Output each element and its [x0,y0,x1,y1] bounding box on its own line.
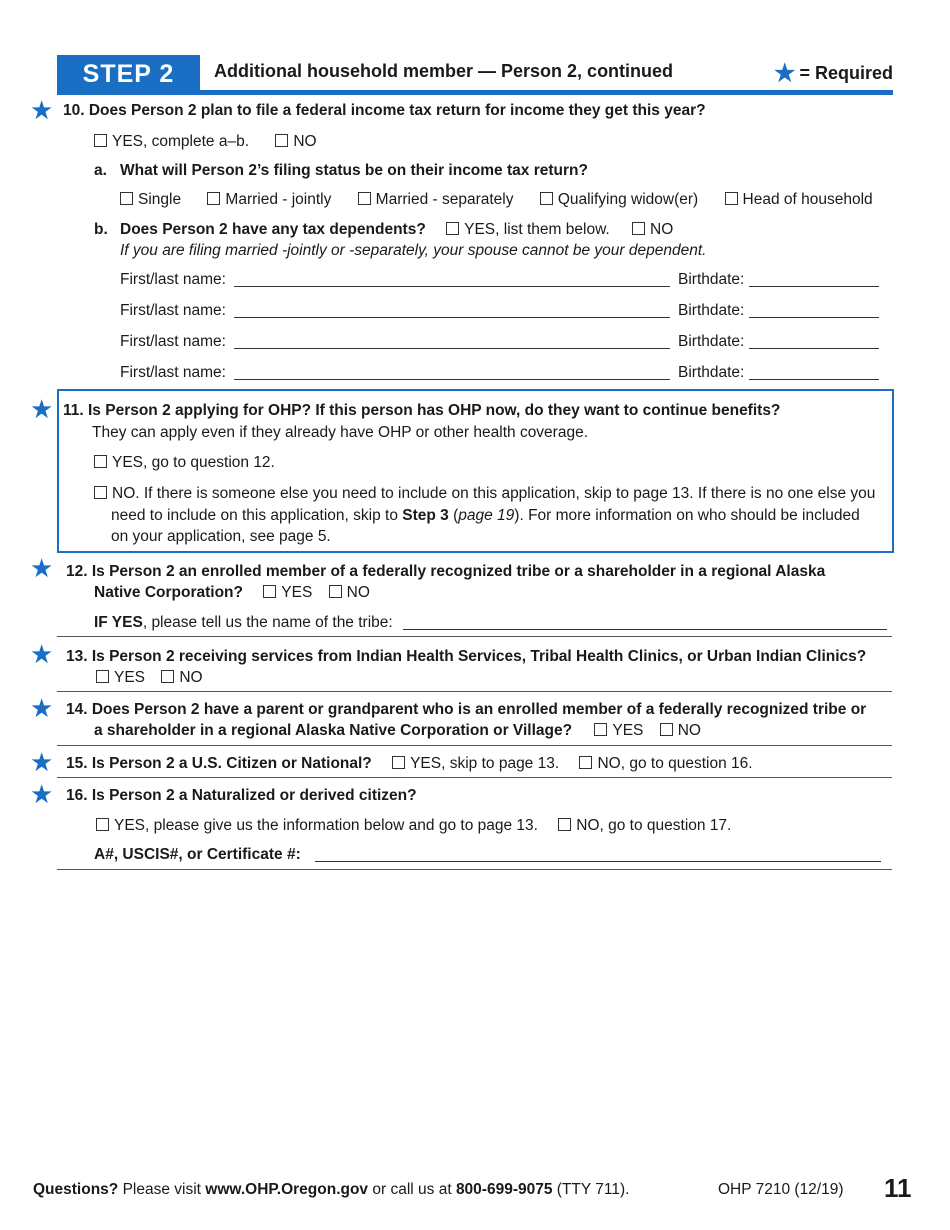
q11-no-text2b: ). For more information on who should be included [514,506,860,524]
q12-yes-option[interactable] [263,584,312,603]
divider [57,745,892,746]
q15-no-label: NO, go to question 16. [597,755,753,772]
checkbox[interactable] [96,818,109,831]
q10-options [94,133,339,152]
dependent-row [120,302,884,321]
first-last-name-label: First/last name: [120,333,226,350]
divider [57,777,892,778]
q14-line2 [94,722,723,741]
checkbox[interactable] [161,670,174,683]
q11-no-open-paren: ( [453,506,459,524]
q15-yes-option[interactable] [392,755,559,774]
filing-status-option[interactable] [207,191,331,210]
checkbox[interactable] [540,192,553,205]
birthdate-label: Birthdate: [678,333,745,350]
q11-subtext: They can apply even if they already have OHP or other health coverage. [92,424,589,441]
birthdate-group [678,364,879,383]
birthdate-field[interactable] [749,272,879,287]
q10b-note: If you are filing married -jointly or -separately, your spouse cannot be your dependent. [120,242,707,259]
certificate-number-field[interactable] [315,847,881,862]
q14-yes-option[interactable] [594,722,643,741]
required-legend-label: = Required [799,63,893,83]
q10a-options [120,191,873,210]
birthdate-field[interactable] [749,303,879,318]
first-last-name-label: First/last name: [120,271,226,288]
q10-no-label: NO [293,133,317,150]
q12-question-line2: Native Corporation? [94,584,243,601]
checkbox[interactable] [358,192,371,205]
q12-line2 [94,584,392,603]
filing-status-label: Qualifying widow(er) [557,191,699,208]
q12-yes-label: YES [281,584,313,601]
q11-yes-option[interactable] [94,454,275,473]
q10-no-option[interactable] [275,133,316,152]
q12-question-line1: 12. Is Person 2 an enrolled member of a federally recognized tribe or a shareholder in a regional Alaska [66,563,826,580]
checkbox[interactable] [94,455,107,468]
checkbox[interactable] [392,756,405,769]
required-star-icon: ★ [30,639,54,669]
dependent-row [120,364,884,383]
q14-question-line1: 14. Does Person 2 have a parent or grandparent who is an enrolled member of a federally recognized tribe or [66,701,867,718]
form-id: OHP 7210 (12/19) [718,1181,844,1198]
dependent-row [120,271,884,290]
checkbox[interactable] [94,486,107,499]
checkbox[interactable] [579,756,592,769]
q14-question-line2: a shareholder in a regional Alaska Native Corporation or Village? [94,722,573,739]
q11-question: 11. Is Person 2 applying for OHP? If this person has OHP now, do they want to continue benefits? [63,402,781,419]
filing-status-option[interactable] [540,191,698,210]
q13-yes-option[interactable] [96,669,145,688]
q16-question: 16. Is Person 2 a Naturalized or derived citizen? [66,787,417,804]
checkbox[interactable] [275,134,288,147]
checkbox[interactable] [120,192,133,205]
q12-no-label: NO [346,584,370,601]
dependent-row [120,333,884,352]
certificate-number-label: A#, USCIS#, or Certificate #: [94,846,301,863]
filing-status-label: Single [138,191,182,208]
q16-no-option[interactable] [558,817,731,836]
q14-no-option[interactable] [660,722,701,741]
filing-status-option[interactable] [725,191,873,210]
birthdate-field[interactable] [749,334,879,349]
q10-yes-label: YES, complete a–b. [112,133,249,150]
q10a-question: What will Person 2’s filing status be on their income tax return? [120,162,588,179]
footer-tty: (TTY 711). [552,1181,630,1198]
q13-question: 13. Is Person 2 receiving services from Indian Health Services, Tribal Health Clinics, or Urban Indian Clinics? [66,648,867,665]
checkbox[interactable] [558,818,571,831]
required-legend [774,60,893,89]
q10b-letter: b. [94,221,108,238]
q10b-no-option[interactable] [632,221,673,240]
q12-no-option[interactable] [329,584,370,603]
q16-field-row [94,846,881,865]
website-link[interactable]: www.OHP.Oregon.gov [205,1181,369,1198]
birthdate-group [678,302,879,321]
required-star-icon: ★ [30,553,54,583]
checkbox[interactable] [96,670,109,683]
filing-status-option[interactable] [120,191,181,210]
q13-no-label: NO [179,669,203,686]
phone-number[interactable]: 800-699-9075 [455,1181,553,1198]
first-last-name-label: First/last name: [120,302,226,319]
q13-yes-label: YES [114,669,146,686]
q13-options [96,669,225,688]
page-number: 11 [884,1173,912,1203]
checkbox[interactable] [446,222,459,235]
required-star-icon: ★ [30,394,54,424]
q11-no-line1 [94,483,884,505]
q15-row [66,755,775,774]
q16-options [96,817,753,836]
checkbox[interactable] [632,222,645,235]
star-icon: ★ [773,60,796,87]
checkbox[interactable] [207,192,220,205]
required-star-icon: ★ [30,747,54,777]
birthdate-group [678,271,879,290]
page19-reference: page 19 [458,506,515,524]
footer-contact [33,1181,629,1200]
q15-question: 15. Is Person 2 a U.S. Citizen or National? [66,755,372,772]
tribe-name-field[interactable] [403,615,887,630]
step3-reference: Step 3 [402,506,449,524]
checkbox[interactable] [329,585,342,598]
q10-question: 10. Does Person 2 plan to file a federal income tax return for income they get this year? [63,102,706,119]
q16-no-label: NO, go to question 17. [576,817,732,834]
q10b-yes-option[interactable] [446,221,610,240]
filing-status-label: Married - separately [375,191,514,208]
q11-no-text1: NO. If there is someone else you need to include on this application, skip to page 13. If there is no one else you [112,485,876,502]
filing-status-label: Head of household [742,191,873,208]
checkbox[interactable] [725,192,738,205]
q10b-row [120,221,695,240]
required-star-icon: ★ [30,693,54,723]
q12-if-yes-row [94,614,887,633]
checkbox[interactable] [263,585,276,598]
q11-no-option[interactable] [94,483,884,548]
checkbox[interactable] [594,723,607,736]
header-rule [57,90,893,95]
checkbox[interactable] [660,723,673,736]
footer-please-visit: Please visit [118,1181,206,1198]
first-last-name-field[interactable] [234,303,670,318]
required-star-icon: ★ [30,779,54,809]
birthdate-label: Birthdate: [678,364,745,381]
step-badge: STEP 2 [57,55,200,91]
filing-status-label: Married - jointly [225,191,332,208]
q11-no-text2a: need to include on this application, skip to [111,506,398,524]
first-last-name-field[interactable] [234,365,670,380]
birthdate-label: Birthdate: [678,271,745,288]
q16-yes-label: YES, please give us the information below and go to page 13. [114,817,538,834]
q14-no-label: NO [677,722,701,739]
if-yes-text: , please tell us the name of the tribe: [142,614,393,631]
q10b-no-label: NO [650,221,674,238]
divider [57,636,892,637]
q16-yes-option[interactable] [96,817,538,836]
filing-status-option[interactable] [358,191,514,210]
required-star-icon: ★ [30,95,54,125]
q13-no-option[interactable] [161,669,202,688]
q10a-letter: a. [94,162,107,179]
q10b-question: Does Person 2 have any tax dependents? [120,221,426,238]
q15-yes-label: YES, skip to page 13. [410,755,560,772]
first-last-name-label: First/last name: [120,364,226,381]
divider [57,869,892,870]
q11-no-line2 [94,505,884,527]
first-last-name-field[interactable] [234,334,670,349]
if-yes-label: IF YES [94,614,143,631]
footer-questions: Questions? [33,1181,119,1198]
q14-yes-label: YES [612,722,644,739]
checkbox[interactable] [94,134,107,147]
q11-yes-label: YES, go to question 12. [112,454,275,471]
page-title: Additional household member — Person 2, continued [214,61,674,81]
footer-or-call: or call us at [368,1181,456,1198]
birthdate-field[interactable] [749,365,879,380]
first-last-name-field[interactable] [234,272,670,287]
birthdate-group [678,333,879,352]
divider [57,691,892,692]
q11-no-line3: on your application, see page 5. [111,528,331,545]
birthdate-label: Birthdate: [678,302,745,319]
q15-no-option[interactable] [579,755,752,774]
q10b-yes-label: YES, list them below. [464,221,610,238]
q10-yes-option[interactable] [94,133,249,152]
